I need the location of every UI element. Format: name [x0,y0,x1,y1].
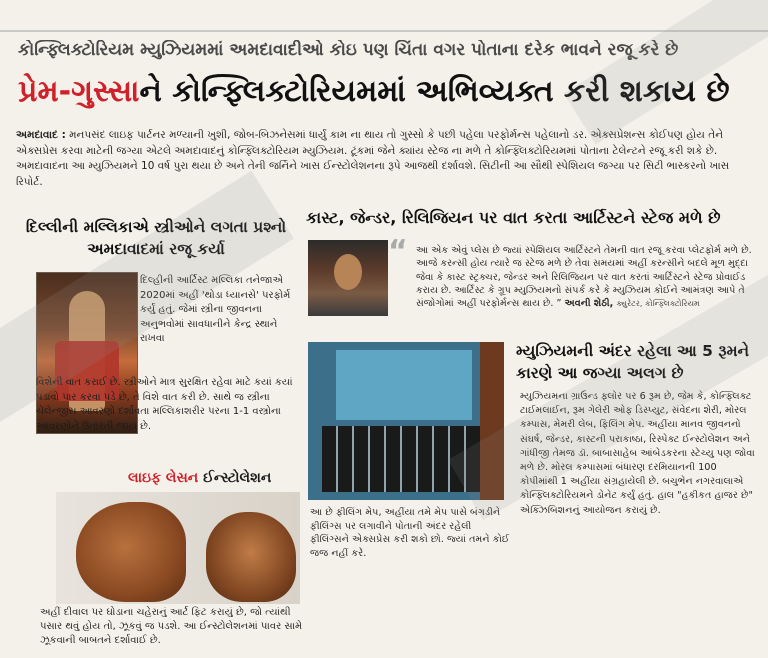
caste-story-title: કાસ્ટ, જેન્ડર, રિલિજિયન પર વાત કરતા આર્ટિસ્ટને સ્ટેજ મળે છે [306,208,721,227]
quote-text: આ એક એવું પ્લેસ છે જ્યાં સ્પેશિયલ આર્ટિસ્ટને તેમની વાત રજૂ કરવા પ્લેટફોર્મ મળે છે. આજે કરન્સી હોય ત્યારે જ સ્ટેજ મળે છે તેવા સમયમાં અહીં કરન્સીને બદલે મૂળ મુદ્દા જેવા કે કાસ્ટ સ્ટ્રક્ચર, જેન્ડર અને રિલિજિયન પર વાત કરતાં આર્ટિસ્ટને સ્ટેજ પ્રોવાઈડ કરાય છે. આર્ટિસ્ટ કે ગ્રૂપ મ્યુઝિયમનો સંપર્ક કરે કે મ્યુઝિયમ કોઈને આમંત્રણ આપે તે સંજોગોમાં અહીં પરફોર્મન્સ થાય છે. [416,245,752,310]
left-story-body: દિલ્હીની આર્ટિસ્ટ મલ્લિકા તનેજાએ 2020માં અહીં 'થોડા ધ્યાનસે' પરફોર્મ કર્યું હતું. જેમાં સ્ત્રીના જીવનના અનુભવોમાં સાવધાનીને કેન્દ્ર સ્થાને રાખવા [140,275,291,344]
left-story [16,216,296,486]
lead-paragraph [16,128,754,190]
curator-quote: આ એક એવું પ્લેસ છે જ્યાં સ્પેશિયલ આર્ટિસ્ટને તેમની વાત રજૂ કરવા પ્લેટફોર્મ મળે છે. આજે કરન્સી હોય ત્યારે જ સ્ટેજ મળે છે તેવા સમયમાં અહીં કરન્સીને બદલે મૂળ મુદ્દા જેવા કે કાસ્ટ સ્ટ્રક્ચર, જેન્ડર અને રિલિજિયન પર વાત કરતાં આર્ટિસ્ટને સ્ટેજ પ્રોવાઈડ કરાય છે. આર્ટિસ્ટ કે ગ્રૂપ મ્યુઝિયમનો સંપર્ક કરે કે મ્યુઝિયમ કોઈને આમંત્રણ આપે તે સંજોગોમાં અહીં પરફોર્મન્સ થાય છે. ” અવની શેઠી, ક્યુરેટર, કોન્ફ્લિક્ટોરિયમ [416,245,752,310]
installation-title-rest: ઈન્સ્ટોલેશન [198,470,272,486]
horse-head-left [76,502,186,602]
top-rule [0,30,768,32]
headline-red-part: પ્રેમ-ગુસ્સા [18,74,140,109]
horse-installation-photo [56,492,300,604]
bangle-grid [322,426,490,492]
quote-author: અવની શેઠી, [564,298,614,310]
headline-rest: ને કોન્ફ્લિક્ટોરિયમમાં અભિવ્યક્ત કરી શકાય છે [139,74,730,109]
feeling-map-panel [336,350,472,420]
left-story-title: દિલ્લીની મલ્લિકાએ સ્ત્રીઓને લગતા પ્રશ્નો અમદાવાદમાં રજૂ કર્યા [25,218,287,258]
quote-author-role: ક્યુરેટર, કોન્ફ્લિક્ટોરિયમ [616,299,700,309]
museum-rooms-body: મ્યુઝિયમના ગ્રાઉન્ડ ફ્લોર પર 6 રૂમ છે, જેમ કે, કોન્ફ્લિક્ટ ટાઈમલાઈન, રૂમ ગેલેરી ઓફ ડિસ્પ્યુટ, સંવેદના શેરી, મોરલ કમ્પાસ, મેમરી લેબ, ફિલિંગ મેપ. અહીંયા માનવ જીવનનો સંઘર્ષ, જેન્ડર, કાસ્ટની પરાકાષ્ઠા, રિસ્પેક્ટ ઈન્સ્ટોલેશન અને ગાંધીજી તેમજ ડૉ. બાબાસાહેબ આંબેડકરના સ્ટેચ્યુ પણ જોવા મળે છે. મોરલ કમ્પાસમાં બંધારણ દરમિયાનની 100 કોપીમાંથી 1 અહીંયા સંગ્રહાયેલી છે. બચુભેન નગરવાલાએ કોન્ફ્લિક્ટોરિયમને ડોનેટ કર્યું હતું. હાલ "હકીકત હાજર છે" એક્ઝિબિશનનું આયોજન કરાયું છે. [520,391,755,516]
curator-photo [308,240,388,316]
lead-dateline: અમદાવાદ : [16,129,66,141]
quote-mark-icon: “ [388,234,408,269]
museum-rooms-title: મ્યુઝિયમની અંદર રહેલા આ 5 રૂમને કારણે આ જગ્યા અલગ છે [516,342,750,382]
horse-head-right [206,512,296,602]
main-headline [18,72,753,112]
lead-text: મનપસંદ લાઇફ પાર્ટનર મળ્યાની ખુશી, જોબ-બિઝનેસમાં ધાર્યું કામ ના થાય તો ગુસ્સો કે પછી પહેલા પરફોર્મન્સ પહેલાનો ડર. એક્સપ્રેશન્સ કોઈપણ હોય તેને એક્સપ્રેસ કરવા માટેની જગ્યા એટલે અમદાવાદનું કોન્ફ્લિક્ટોરિયમ મ્યુઝિયમ. ટૂંકમાં જેને ક્યાંય સ્ટેજ ના મળે તે કોન્ફ્લિક્ટોરિયમમાં પોતાના ટેલેન્ટને રજૂ કરી શકે છે. અમદાવાદના આ મ્યુઝિયમને 10 વર્ષ પુરા થયા છે અને તેની જર્નિને ખાસ ઈન્સ્ટોલેશનના રૂપે આજથી દર્શાવશે. સિટીની આ સૌથી સ્પેશિયલ જગ્યા પર સિટી ભાસ્કરનો ખાસ રિપોર્ટ. [16,129,730,188]
installation-caption: અહીં દીવાલ પર ઘોડાના ચહેરાનું આર્ટ ફિટ કરાયું છે, જો ત્યાંથી પસાર થવું હોય તો, ઝૂકવું જ પડશે. આ ઈન્સ્ટોલેશનમાં પાવર સામે ઝૂકવાની બાબતને દર્શાવાઈ છે. [40,607,303,646]
feeling-map-caption: આ છે ફીલિંગ મેપ, અહીંયા તમે મેપ પાસે બંગડીને ફીલિંગ્સ પર લગાવીને પોતાની અંદર રહેલી ફીલિંગ્સને એક્સપ્રેસ કરી શકો છો. જ્યાં તમને કોઈ જજ નહીં કરે. [310,507,510,559]
kicker-headline: કોન્ફ્લિક્ટોરિયમ મ્યુઝિયમમાં અમદાવાદીઓ કોઇ પણ ચિંતા વગર પોતાના દરેક ભાવને રજૂ કરે છે [18,40,679,60]
feeling-map-photo [308,342,504,500]
curator-face [334,254,362,290]
installation-title [128,470,271,486]
wooden-frame [480,342,504,500]
left-story-continuation: વિશેની વાત કરાઈ છે. સ્ત્રીઓને માત્ર સુરક્ષિત રહેવા માટે કયાં કયાં પડાવો પાર કરવા પડે છે, તે વિશે વાત કરી છે. સાથે જ સ્ત્રીના ચેલેન્જીસ આવરણો દર્શાવતા મલ્લિકાશરીર પરના 1-1 વસ્ત્રોના આવરણોને ઉતારતી જાય છે. [36,377,293,432]
installation-title-red: લાઇફ લેસન [128,470,199,486]
